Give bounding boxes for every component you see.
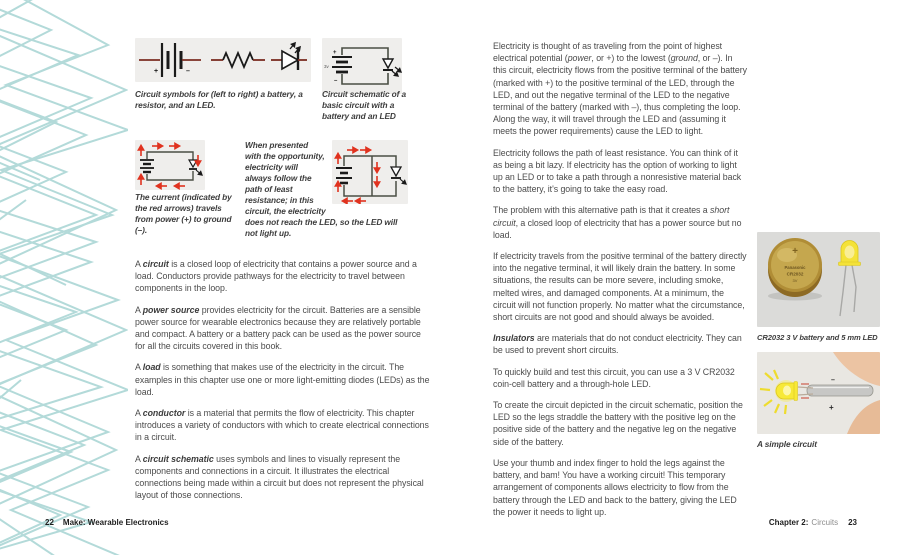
chapter-label: Chapter 2: [768,518,809,527]
figure-caption-short-circuit: When presented with the opportunity, electricity will always follow the path of least resistance; in this circuit, the electricity does not reach the LED, so the LED will not light up. [245,140,398,238]
left-page-footer [45,518,169,527]
paragraph: A power source provides electricity for the circuit. Batteries are a sensible power source for wearable electronics because they are relatively portable and compact. A battery or a battery pack can be used as the power source for all the circuits covered in this book. [135,304,421,352]
resistor-symbol-icon [211,53,265,67]
paragraph: Use your thumb and index finger to hold the legs against the battery, and bam! You have a working circuit! This temporary arrangement of components allows electricity to flow from the battery through the LED and back to the battery, giving the LED the power it needs to light up. [493,457,737,517]
coin-cell-battery-icon [768,238,822,297]
figure-short-circuit [245,140,408,239]
figure-current-flow [135,140,205,190]
battery-symbol-icon [140,160,154,172]
svg-text:+: + [792,246,798,257]
svg-text:CR2032: CR2032 [786,271,804,277]
paragraph: A circuit schematic uses symbols and lines to visually represent the components and connections in a circuit. It illustrates the electrical connections being made within a circuit but does not represent the physical layout of those connections. [135,453,424,501]
paragraph: Insulators are materials that do not conduct electricity. They can be used to prevent short circuits. [493,333,742,356]
svg-text:–: – [831,377,835,384]
figure-caption-schematic: Circuit schematic of a basic circuit with a battery and an LED [322,89,407,121]
led-symbol-icon [383,59,402,78]
short-circuit-diagram-box [332,140,408,204]
page-number: 23 [848,518,857,527]
battery-symbol-icon [324,50,352,84]
paragraph: Electricity follows the path of least resistance. You can think of it as being a bit lazy. If electricity has the option of working to light up an LED or to take a path through a nonresistive material back to the battery, it's going to take the easy road. [493,147,742,195]
paragraph: Electricity is thought of as traveling from the point of highest electrical potential (power, or +) to the lowest (ground, or –). In this circuit, electricity flows from the positive terminal of the battery (marked with +) to the positive terminal of the LED, through the LED, and out the negative terminal of the LED to the negative terminal of the battery (marked with –), thus completing the loop. Along the way, it will travel through the LED and (assuming it meets the power requirements) cause the LED to light. [493,41,747,137]
svg-text:3v: 3v [324,64,329,69]
paragraph: To create the circuit depicted in the circuit schematic, position the LED so the legs straddle the battery with the positive leg on the positive side of the battery and the negative leg on the negative side of the battery. [493,400,743,447]
photo-simple-circuit [757,352,880,434]
figure-caption-symbols: Circuit symbols for (left to right) a battery, a resistor, and an LED. [135,89,303,110]
paragraph: A circuit is a closed loop of electricity that contains a power source and a load. Conductors provide pathways for the electricity to travel between components in the loop. [135,259,417,294]
led-symbol-icon [271,42,307,70]
basic-schematic-diagram [322,38,402,94]
zigzag-pattern-decoration [0,0,128,555]
left-page-body [135,258,433,510]
current-flow-diagram [135,140,205,190]
right-page-footer [769,518,857,527]
paragraph: If electricity travels from the positive terminal of the battery directly into the negative terminal, it will likely drain the battery. In some situations, the results can be more severe, including smoke, melted wires, and damaged components. At a minimum, the circuit will not function properly. No matter what the circumstance, short circuits are not good and should always be avoided. [493,251,747,323]
svg-text:3V: 3V [792,278,798,283]
battery-led-photo [757,232,880,327]
svg-text:–: – [334,78,338,84]
current-arrows-icon [138,143,200,188]
battery-symbol-icon [139,43,201,77]
circuit-symbols-diagram [135,38,311,82]
svg-text:–: – [186,68,190,75]
simple-circuit-photo [757,352,880,434]
led-symbol-icon [391,167,407,186]
right-page-body [493,40,748,527]
figure-circuit-symbols [135,38,311,82]
figure-caption-current: The current (indicated by the red arrows) travels from power (+) to ground (–). [135,192,232,235]
photo-battery-and-led [757,232,880,327]
svg-text:+: + [333,50,337,56]
paragraph: The problem with this alternative path is that it creates a short circuit, a closed loop of electricity that has a power source but no load. [493,205,742,240]
paragraph: To quickly build and test this circuit, you can use a 3 V CR2032 coin-cell battery and a through-hole LED. [493,366,735,389]
coin-cell-battery-edge-icon [807,385,873,396]
svg-text:Panasonic: Panasonic [784,265,806,270]
photo-caption-circuit: A simple circuit [757,439,817,449]
chapter-name: Circuits [811,518,839,527]
svg-text:+: + [829,403,834,412]
book-title: Make: Wearable Electronics [62,518,169,527]
short-circuit-diagram [332,140,408,204]
paragraph: A conductor is a material that permits the flow of electricity. This chapter introduces a variety of conductors with which to create electrical connections in a circuit. [135,408,429,443]
page-number: 22 [45,518,54,527]
svg-text:+: + [154,68,159,75]
paragraph: A load is something that makes use of the electricity in the circuit. The examples in this chapter use one or more light-emitting diodes (LEDs) as the load. [135,362,430,397]
figure-basic-schematic [322,38,402,94]
photo-caption-battery: CR2032 3 V battery and 5 mm LED [757,333,878,342]
